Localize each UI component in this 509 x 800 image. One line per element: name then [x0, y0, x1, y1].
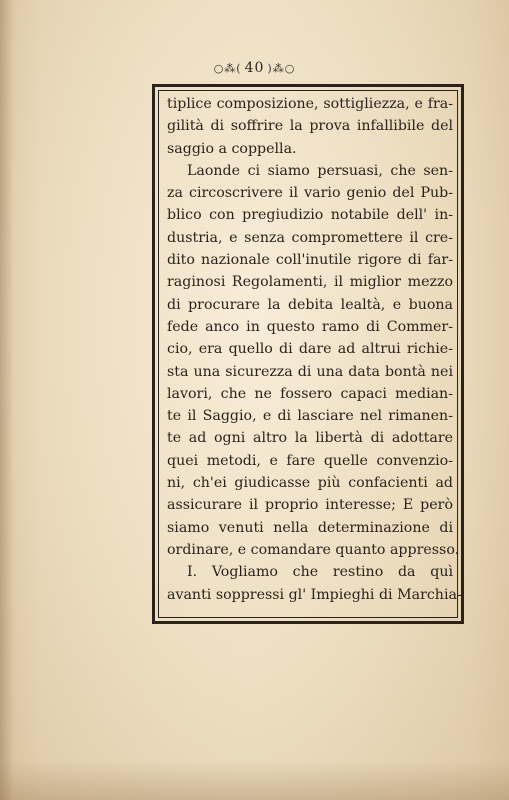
- text-line: te ad ogni altro la libertà di adottare: [167, 430, 453, 447]
- text-line: raginosi Regolamenti, il miglior mezzo: [167, 274, 453, 291]
- text-line: te il Saggio, e di lasciare nel rimanen-: [167, 408, 453, 425]
- body-text: [167, 93, 462, 606]
- page-number: 40: [244, 60, 265, 76]
- text-line: quei metodi, e fare quelle convenzio-: [167, 452, 453, 469]
- text-line: assicurare il proprio interesse; E però: [167, 497, 453, 514]
- text-line: lavori, che ne fossero capaci median-: [167, 385, 453, 402]
- text-line: gilità di soffrire la prova infallibile del: [167, 118, 453, 135]
- text-line: siamo venuti nella determinazione di: [167, 519, 453, 536]
- ornament-right-icon: )⁂○: [267, 61, 296, 75]
- text-line: sta una sicurezza di una data bontà nei: [167, 363, 453, 380]
- text-line: di procurare la debita lealtà, e buona: [167, 296, 453, 313]
- text-line: blico con pregiudizio notabile dell' in-: [167, 207, 453, 224]
- ornament-left-icon: ○⁂(: [213, 61, 242, 75]
- page-header: [0, 60, 509, 76]
- text-line: ni, ch'ei giudicasse più confacienti ad: [167, 475, 453, 492]
- text-line: avanti soppressi gl' Impieghi di Marchia-: [167, 586, 462, 603]
- text-line: I. Vogliamo che restino da quì: [187, 564, 453, 581]
- text-line: tiplice composizione, sottigliezza, e fra-: [167, 96, 453, 112]
- text-line: fede anco in questo ramo di Commer-: [167, 318, 453, 335]
- text-line: Laonde ci siamo persuasi, che sen-: [187, 162, 453, 179]
- text-line: za circoscrivere il vario genio del Pub-: [167, 185, 453, 202]
- text-line: saggio a coppella.: [167, 140, 297, 157]
- text-line: dustria, e senza compromettere il cre-: [167, 229, 453, 246]
- bottom-edge-wear: [0, 760, 509, 800]
- text-line: ordinare, e comandare quanto appresso.: [167, 541, 460, 558]
- spine-shadow: [0, 0, 14, 800]
- text-line: dito nazionale coll'inutile rigore di far-: [167, 252, 453, 269]
- text-line: cio, era quello di dare ad altrui richie-: [167, 341, 453, 358]
